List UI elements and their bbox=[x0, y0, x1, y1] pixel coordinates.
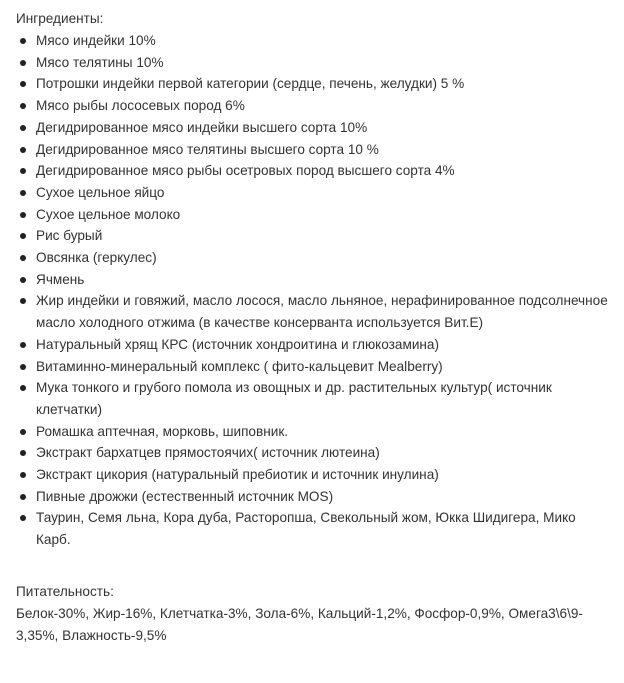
ingredient-item bbox=[16, 52, 608, 74]
ingredient-text: Рис бурый bbox=[36, 228, 103, 244]
ingredient-text: Экстракт цикория (натуральный пребиотик и источник инулина) bbox=[36, 467, 439, 483]
ingredient-item bbox=[16, 377, 608, 420]
bullet-icon bbox=[20, 342, 26, 348]
ingredient-item bbox=[16, 95, 608, 117]
bullet-icon bbox=[20, 147, 26, 153]
bullet-icon bbox=[20, 385, 26, 391]
ingredient-item bbox=[16, 356, 608, 378]
ingredients-heading: Ингредиенты: bbox=[16, 11, 104, 26]
ingredient-item bbox=[16, 269, 608, 291]
ingredient-text: Ячмень bbox=[36, 271, 85, 287]
nutrition-heading: Питательность: bbox=[16, 583, 114, 599]
bullet-icon bbox=[20, 190, 26, 196]
bullet-icon bbox=[20, 450, 26, 456]
ingredient-text: Дегидрированное мясо индейки высшего сорта 10% bbox=[36, 119, 368, 135]
ingredient-item bbox=[16, 464, 608, 486]
ingredient-text: Жир индейки и говяжий, масло лосося, масло льняное, нерафинированное подсолнечное масло холодного отжима (в качестве консерванта используется Вит.Е) bbox=[36, 293, 608, 331]
ingredient-item bbox=[16, 139, 608, 161]
bullet-icon bbox=[20, 298, 26, 304]
ingredient-text: Сухое цельное яйцо bbox=[36, 184, 165, 200]
nutrition-values: Белок-30%, Жир-16%, Клетчатка-3%, Зола-6%, Кальций-1,2%, Фосфор-0,9%, Омега3\6\9-3,35%, Влажность-9,5% bbox=[16, 605, 583, 643]
bullet-icon bbox=[20, 429, 26, 435]
bullet-icon bbox=[20, 125, 26, 131]
ingredient-text: Потрошки индейки первой категории (сердце, печень, желудки) 5 % bbox=[36, 76, 465, 92]
ingredient-item bbox=[16, 73, 608, 95]
ingredient-item bbox=[16, 442, 608, 464]
ingredient-item bbox=[16, 182, 608, 204]
ingredient-item bbox=[16, 421, 608, 443]
bullet-icon bbox=[20, 472, 26, 478]
ingredient-text: Мясо телятины 10% bbox=[36, 54, 164, 70]
bullet-icon bbox=[20, 103, 26, 109]
bullet-icon bbox=[20, 60, 26, 66]
ingredient-text: Мясо рыбы лососевых пород 6% bbox=[36, 98, 245, 114]
bullet-icon bbox=[20, 494, 26, 500]
ingredient-item bbox=[16, 204, 608, 226]
bullet-icon bbox=[20, 233, 26, 239]
ingredient-item bbox=[16, 507, 608, 550]
ingredient-text: Мука тонкого и грубого помола из овощных и др. растительных культур( источник клетчатки) bbox=[36, 380, 552, 417]
ingredient-text: Овсянка (геркулес) bbox=[36, 250, 157, 266]
bullet-icon bbox=[20, 168, 26, 174]
ingredient-text: Витаминно-минеральный комплекс ( фито-кальцевит Mealberry) bbox=[36, 358, 443, 374]
bullet-icon bbox=[20, 212, 26, 218]
ingredient-text: Ромашка аптечная, морковь, шиповник. bbox=[36, 423, 289, 439]
ingredient-text: Натуральный хрящ КРС (источник хондроитина и глюкозамина) bbox=[36, 336, 440, 352]
ingredients-list bbox=[16, 30, 608, 551]
ingredient-item bbox=[16, 334, 608, 356]
ingredient-item bbox=[16, 117, 608, 139]
ingredient-item bbox=[16, 160, 608, 182]
ingredient-item bbox=[16, 30, 608, 52]
bullet-icon bbox=[20, 255, 26, 261]
ingredient-text: Мясо индейки 10% bbox=[36, 33, 156, 48]
ingredient-text: Дегидрированное мясо телятины высшего сорта 10 % bbox=[36, 141, 379, 157]
bullet-icon bbox=[20, 364, 26, 370]
ingredient-text: Экстракт бархатцев прямостоячих( источник лютеина) bbox=[36, 445, 380, 461]
bullet-icon bbox=[20, 81, 26, 87]
ingredient-item bbox=[16, 247, 608, 269]
bullet-icon bbox=[20, 277, 26, 283]
bullet-icon bbox=[20, 515, 26, 521]
ingredient-text: Таурин, Семя льна, Кора дуба, Расторопша, Свекольный жом, Юкка Шидигера, Мико Карб. bbox=[36, 510, 576, 548]
ingredient-item bbox=[16, 290, 608, 333]
ingredient-item bbox=[16, 486, 608, 508]
ingredient-text: Дегидрированное мясо рыбы осетровых пород высшего сорта 4% bbox=[36, 163, 455, 179]
ingredient-text: Пивные дрожжи (естественный источник MOS) bbox=[36, 488, 334, 504]
bullet-icon bbox=[20, 38, 26, 44]
ingredient-item bbox=[16, 225, 608, 247]
ingredient-text: Сухое цельное молоко bbox=[36, 206, 181, 222]
nutrition-section bbox=[16, 581, 608, 646]
